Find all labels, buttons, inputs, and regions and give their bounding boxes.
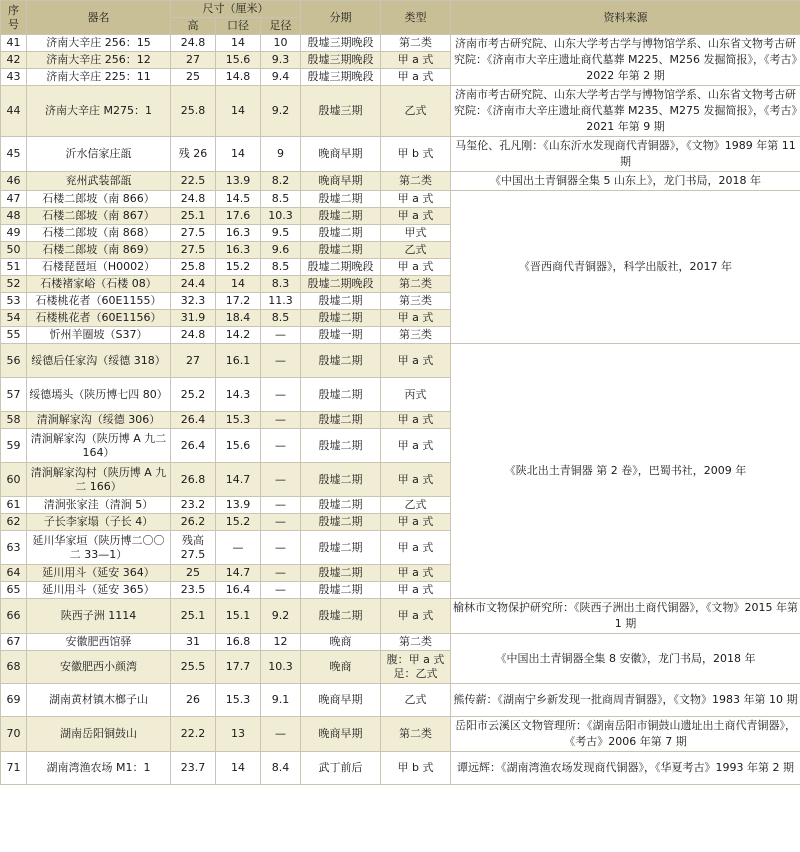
row-type: 甲 b 式: [381, 137, 451, 172]
row-period: 殷墟二期: [301, 565, 381, 582]
table-row: [1, 634, 800, 651]
row-mouth: 17.7: [216, 651, 261, 684]
row-seq: 42: [1, 52, 27, 69]
row-mouth: 15.2: [216, 259, 261, 276]
row-type: 甲 a 式: [381, 259, 451, 276]
header-type: 类型: [381, 1, 451, 35]
row-seq: 68: [1, 651, 27, 684]
row-seq: 59: [1, 429, 27, 463]
table-row: [1, 684, 800, 717]
row-seq: 62: [1, 514, 27, 531]
row-height: 25.5: [171, 651, 216, 684]
row-type: 乙式: [381, 242, 451, 259]
row-foot: —: [261, 582, 301, 599]
row-foot: 8.3: [261, 276, 301, 293]
row-period: 殷墟二期晚段: [301, 259, 381, 276]
row-type: 第二类: [381, 35, 451, 52]
row-source: 《中国出土青铜器全集 8 安徽》，龙门书局，2018 年: [451, 634, 800, 684]
row-mouth: 14.8: [216, 69, 261, 86]
row-mouth: 16.1: [216, 344, 261, 378]
row-seq: 56: [1, 344, 27, 378]
row-name: 石楼二郎坡（南 868）: [27, 225, 171, 242]
row-type: 第二类: [381, 717, 451, 752]
row-mouth: 16.8: [216, 634, 261, 651]
row-height: 22.2: [171, 717, 216, 752]
row-period: 殷墟二期: [301, 208, 381, 225]
row-name: 沂水信家庄瓿: [27, 137, 171, 172]
row-period: 殷墟二期: [301, 191, 381, 208]
row-mouth: 14: [216, 86, 261, 137]
row-name: 清涧解家沟（陕历博 A 九二 164）: [27, 429, 171, 463]
row-type: 甲式: [381, 225, 451, 242]
row-source: 《晋西商代青铜器》，科学出版社，2017 年: [451, 191, 800, 344]
row-period: 殷墟二期: [301, 531, 381, 565]
table-row: [1, 344, 800, 378]
row-type: 甲 a 式: [381, 52, 451, 69]
table-row: [1, 172, 800, 191]
row-type: 第二类: [381, 634, 451, 651]
row-period: 殷墟二期: [301, 225, 381, 242]
row-name: 延川华家垣（陕历博二〇〇二 33—1）: [27, 531, 171, 565]
row-height: 24.8: [171, 327, 216, 344]
table-row: [1, 752, 800, 785]
row-type: 甲 a 式: [381, 599, 451, 634]
row-name: 子长李家塌（子长 4）: [27, 514, 171, 531]
table-body: [1, 35, 800, 785]
row-type: 甲 a 式: [381, 412, 451, 429]
row-seq: 46: [1, 172, 27, 191]
row-type: 第二类: [381, 172, 451, 191]
row-mouth: 15.2: [216, 514, 261, 531]
row-seq: 41: [1, 35, 27, 52]
row-type: 乙式: [381, 497, 451, 514]
row-seq: 67: [1, 634, 27, 651]
row-source: 马玺伦、孔凡刚：《山东沂水发现商代青铜器》，《文物》1989 年第 11 期: [451, 137, 800, 172]
row-seq: 61: [1, 497, 27, 514]
header-height: 高: [171, 18, 216, 35]
row-height: 23.5: [171, 582, 216, 599]
row-height: 24.4: [171, 276, 216, 293]
row-name: 石楼二郎坡（南 867）: [27, 208, 171, 225]
row-foot: 9.4: [261, 69, 301, 86]
row-foot: 9.3: [261, 52, 301, 69]
row-height: 残高 27.5: [171, 531, 216, 565]
row-height: 22.5: [171, 172, 216, 191]
row-name: 忻州羊圈坡（S37）: [27, 327, 171, 344]
row-period: 殷墟三期晚段: [301, 52, 381, 69]
row-foot: —: [261, 463, 301, 497]
row-foot: —: [261, 497, 301, 514]
row-period: 殷墟一期: [301, 327, 381, 344]
row-seq: 49: [1, 225, 27, 242]
table-row: [1, 137, 800, 172]
row-mouth: 14.7: [216, 463, 261, 497]
row-name: 湖南湾渔农场 M1：1: [27, 752, 171, 785]
row-mouth: 16.4: [216, 582, 261, 599]
row-type: 丙式: [381, 378, 451, 412]
row-height: 27: [171, 52, 216, 69]
row-source: 济南市考古研究院、山东大学考古学与博物馆学系、山东省文物考古研究院：《济南市大辛庄遗址商代墓葬 M235、M275 发掘简报》，《考古》2021 年第 9 期: [451, 86, 800, 137]
row-source: 岳阳市云溪区文物管理所：《湖南岳阳市铜鼓山遗址出土商代青铜器》，《考古》2006 年第 7 期: [451, 717, 800, 752]
row-source: 榆林市文物保护研究所：《陕西子洲出土商代铜器》，《文物》2015 年第 1 期: [451, 599, 800, 634]
row-height: 32.3: [171, 293, 216, 310]
row-period: 殷墟三期: [301, 86, 381, 137]
row-seq: 64: [1, 565, 27, 582]
row-height: 27.5: [171, 225, 216, 242]
row-name: 石楼琵琶垣（H0002）: [27, 259, 171, 276]
row-foot: —: [261, 717, 301, 752]
header-mouth: 口径: [216, 18, 261, 35]
row-foot: —: [261, 378, 301, 412]
row-height: 25.8: [171, 86, 216, 137]
row-foot: 10.3: [261, 651, 301, 684]
row-type: 甲 a 式: [381, 582, 451, 599]
row-name: 绥德墕头（陕历博七四 80）: [27, 378, 171, 412]
row-foot: 9.1: [261, 684, 301, 717]
row-seq: 43: [1, 69, 27, 86]
row-mouth: 17.2: [216, 293, 261, 310]
row-name: 济南大辛庄 225：11: [27, 69, 171, 86]
row-name: 湖南岳阳铜鼓山: [27, 717, 171, 752]
row-height: 27.5: [171, 242, 216, 259]
row-source: 《陕北出土青铜器 第 2 卷》，巴蜀书社，2009 年: [451, 344, 800, 599]
row-seq: 48: [1, 208, 27, 225]
row-seq: 50: [1, 242, 27, 259]
row-mouth: 15.3: [216, 412, 261, 429]
row-foot: 10.3: [261, 208, 301, 225]
row-seq: 44: [1, 86, 27, 137]
row-foot: —: [261, 429, 301, 463]
row-height: 26.4: [171, 412, 216, 429]
row-height: 25.8: [171, 259, 216, 276]
row-mouth: 15.3: [216, 684, 261, 717]
row-name: 延川用斗（延安 365）: [27, 582, 171, 599]
row-period: 殷墟二期: [301, 599, 381, 634]
row-period: 殷墟二期: [301, 429, 381, 463]
table-row: [1, 717, 800, 752]
row-period: 殷墟二期: [301, 344, 381, 378]
table-row: [1, 599, 800, 634]
row-seq: 58: [1, 412, 27, 429]
row-foot: 8.4: [261, 752, 301, 785]
row-name: 济南大辛庄 256：12: [27, 52, 171, 69]
row-mouth: 13: [216, 717, 261, 752]
row-height: 24.8: [171, 191, 216, 208]
row-mouth: 18.4: [216, 310, 261, 327]
row-mouth: 13.9: [216, 172, 261, 191]
row-seq: 47: [1, 191, 27, 208]
row-name: 石楼桃花者（60E1156）: [27, 310, 171, 327]
row-foot: 9.5: [261, 225, 301, 242]
row-source: 济南市考古研究院、山东大学考古学与博物馆学系、山东省文物考古研究院：《济南市大辛庄遗址商代墓葬 M225、M256 发掘简报》，《考古》2022 年第 2 期: [451, 35, 800, 86]
row-name: 陕西子洲 1114: [27, 599, 171, 634]
row-period: 殷墟二期: [301, 412, 381, 429]
row-foot: 8.5: [261, 191, 301, 208]
row-foot: 12: [261, 634, 301, 651]
row-type: 乙式: [381, 86, 451, 137]
row-type: 甲 b 式: [381, 752, 451, 785]
row-type: 甲 a 式: [381, 208, 451, 225]
row-height: 25.2: [171, 378, 216, 412]
row-foot: —: [261, 327, 301, 344]
row-type: 甲 a 式: [381, 463, 451, 497]
row-foot: 8.5: [261, 310, 301, 327]
row-foot: 9.2: [261, 599, 301, 634]
row-seq: 55: [1, 327, 27, 344]
row-type: 腹：甲 a 式 足：乙式: [381, 651, 451, 684]
row-type: 甲 a 式: [381, 191, 451, 208]
row-height: 24.8: [171, 35, 216, 52]
row-height: 31: [171, 634, 216, 651]
row-period: 殷墟二期: [301, 497, 381, 514]
row-seq: 71: [1, 752, 27, 785]
row-period: 殷墟二期: [301, 378, 381, 412]
row-seq: 70: [1, 717, 27, 752]
header-size: 尺寸（厘米）: [171, 1, 301, 18]
row-type: 甲 a 式: [381, 344, 451, 378]
row-name: 延川用斗（延安 364）: [27, 565, 171, 582]
row-height: 25.1: [171, 208, 216, 225]
row-name: 石楼二郎坡（南 866）: [27, 191, 171, 208]
row-type: 甲 a 式: [381, 565, 451, 582]
row-name: 清涧解家沟村（陕历博 A 九二 166）: [27, 463, 171, 497]
row-seq: 53: [1, 293, 27, 310]
row-type: 第三类: [381, 293, 451, 310]
row-mouth: 13.9: [216, 497, 261, 514]
row-type: 乙式: [381, 684, 451, 717]
row-mouth: 14.7: [216, 565, 261, 582]
row-height: 25: [171, 565, 216, 582]
row-height: 27: [171, 344, 216, 378]
row-height: 23.7: [171, 752, 216, 785]
row-mouth: 14: [216, 752, 261, 785]
row-height: 26.2: [171, 514, 216, 531]
row-period: 晚商早期: [301, 137, 381, 172]
row-name: 清涧张家洼（清涧 5）: [27, 497, 171, 514]
row-name: 济南大辛庄 256：15: [27, 35, 171, 52]
row-type: 甲 a 式: [381, 310, 451, 327]
row-foot: —: [261, 531, 301, 565]
row-foot: 9.2: [261, 86, 301, 137]
row-name: 石楼二郎坡（南 869）: [27, 242, 171, 259]
header-period: 分期: [301, 1, 381, 35]
row-source: 谭远辉：《湖南湾渔农场发现商代铜器》，《华夏考古》1993 年第 2 期: [451, 752, 800, 785]
row-mouth: 14.5: [216, 191, 261, 208]
row-height: 26.4: [171, 429, 216, 463]
row-mouth: 15.6: [216, 429, 261, 463]
row-period: 殷墟二期: [301, 514, 381, 531]
row-name: 安徽肥西小颜湾: [27, 651, 171, 684]
row-foot: —: [261, 412, 301, 429]
row-foot: —: [261, 565, 301, 582]
row-period: 殷墟三期晚段: [301, 69, 381, 86]
row-mouth: 15.1: [216, 599, 261, 634]
row-height: 26.8: [171, 463, 216, 497]
row-seq: 63: [1, 531, 27, 565]
row-mouth: 16.3: [216, 242, 261, 259]
row-period: 晚商早期: [301, 717, 381, 752]
row-type: 甲 a 式: [381, 69, 451, 86]
row-period: 晚商: [301, 634, 381, 651]
row-period: 晚商早期: [301, 172, 381, 191]
row-seq: 66: [1, 599, 27, 634]
row-height: 25.1: [171, 599, 216, 634]
row-height: 25: [171, 69, 216, 86]
row-mouth: —: [216, 531, 261, 565]
row-period: 晚商早期: [301, 684, 381, 717]
row-foot: 8.2: [261, 172, 301, 191]
row-period: 晚商: [301, 651, 381, 684]
row-foot: 8.5: [261, 259, 301, 276]
row-type: 甲 a 式: [381, 429, 451, 463]
row-name: 兖州武装部瓿: [27, 172, 171, 191]
row-type: 第二类: [381, 276, 451, 293]
row-seq: 65: [1, 582, 27, 599]
row-seq: 51: [1, 259, 27, 276]
row-seq: 69: [1, 684, 27, 717]
row-period: 殷墟三期晚段: [301, 35, 381, 52]
row-foot: 11.3: [261, 293, 301, 310]
row-foot: 9: [261, 137, 301, 172]
row-period: 殷墟二期: [301, 582, 381, 599]
row-name: 绥德后任家沟（绥德 318）: [27, 344, 171, 378]
row-period: 武丁前后: [301, 752, 381, 785]
row-name: 安徽肥西馆驿: [27, 634, 171, 651]
row-source: 熊传薪：《湖南宁乡新发现一批商周青铜器》，《文物》1983 年第 10 期: [451, 684, 800, 717]
row-name: 济南大辛庄 M275：1: [27, 86, 171, 137]
row-name: 湖南黄材镇木榔子山: [27, 684, 171, 717]
row-seq: 60: [1, 463, 27, 497]
row-type: 甲 a 式: [381, 531, 451, 565]
row-name: 石楼桃花者（60E1155）: [27, 293, 171, 310]
row-period: 殷墟二期: [301, 310, 381, 327]
row-seq: 57: [1, 378, 27, 412]
row-seq: 54: [1, 310, 27, 327]
row-mouth: 15.6: [216, 52, 261, 69]
row-mouth: 14: [216, 276, 261, 293]
table-row: [1, 86, 800, 137]
row-mouth: 14: [216, 35, 261, 52]
row-seq: 45: [1, 137, 27, 172]
header-foot: 足径: [261, 18, 301, 35]
row-foot: —: [261, 514, 301, 531]
row-period: 殷墟二期晚段: [301, 276, 381, 293]
row-period: 殷墟二期: [301, 293, 381, 310]
header-seq: 序号: [1, 1, 27, 35]
row-foot: 10: [261, 35, 301, 52]
row-period: 殷墟二期: [301, 463, 381, 497]
row-mouth: 16.3: [216, 225, 261, 242]
row-name: 石楼褚家峪（石楼 08）: [27, 276, 171, 293]
row-mouth: 17.6: [216, 208, 261, 225]
row-height: 残 26: [171, 137, 216, 172]
row-seq: 52: [1, 276, 27, 293]
row-period: 殷墟二期: [301, 242, 381, 259]
header-source: 资料来源: [451, 1, 800, 35]
row-name: 清涧解家沟（绥德 306）: [27, 412, 171, 429]
header-name: 器名: [27, 1, 171, 35]
row-type: 第三类: [381, 327, 451, 344]
row-source: 《中国出土青铜器全集 5 山东上》，龙门书局，2018 年: [451, 172, 800, 191]
row-mouth: 14: [216, 137, 261, 172]
row-mouth: 14.2: [216, 327, 261, 344]
table-row: [1, 35, 800, 52]
row-type: 甲 a 式: [381, 514, 451, 531]
row-height: 31.9: [171, 310, 216, 327]
row-foot: 9.6: [261, 242, 301, 259]
row-height: 23.2: [171, 497, 216, 514]
row-height: 26: [171, 684, 216, 717]
row-foot: —: [261, 344, 301, 378]
table-row: [1, 191, 800, 208]
row-mouth: 14.3: [216, 378, 261, 412]
